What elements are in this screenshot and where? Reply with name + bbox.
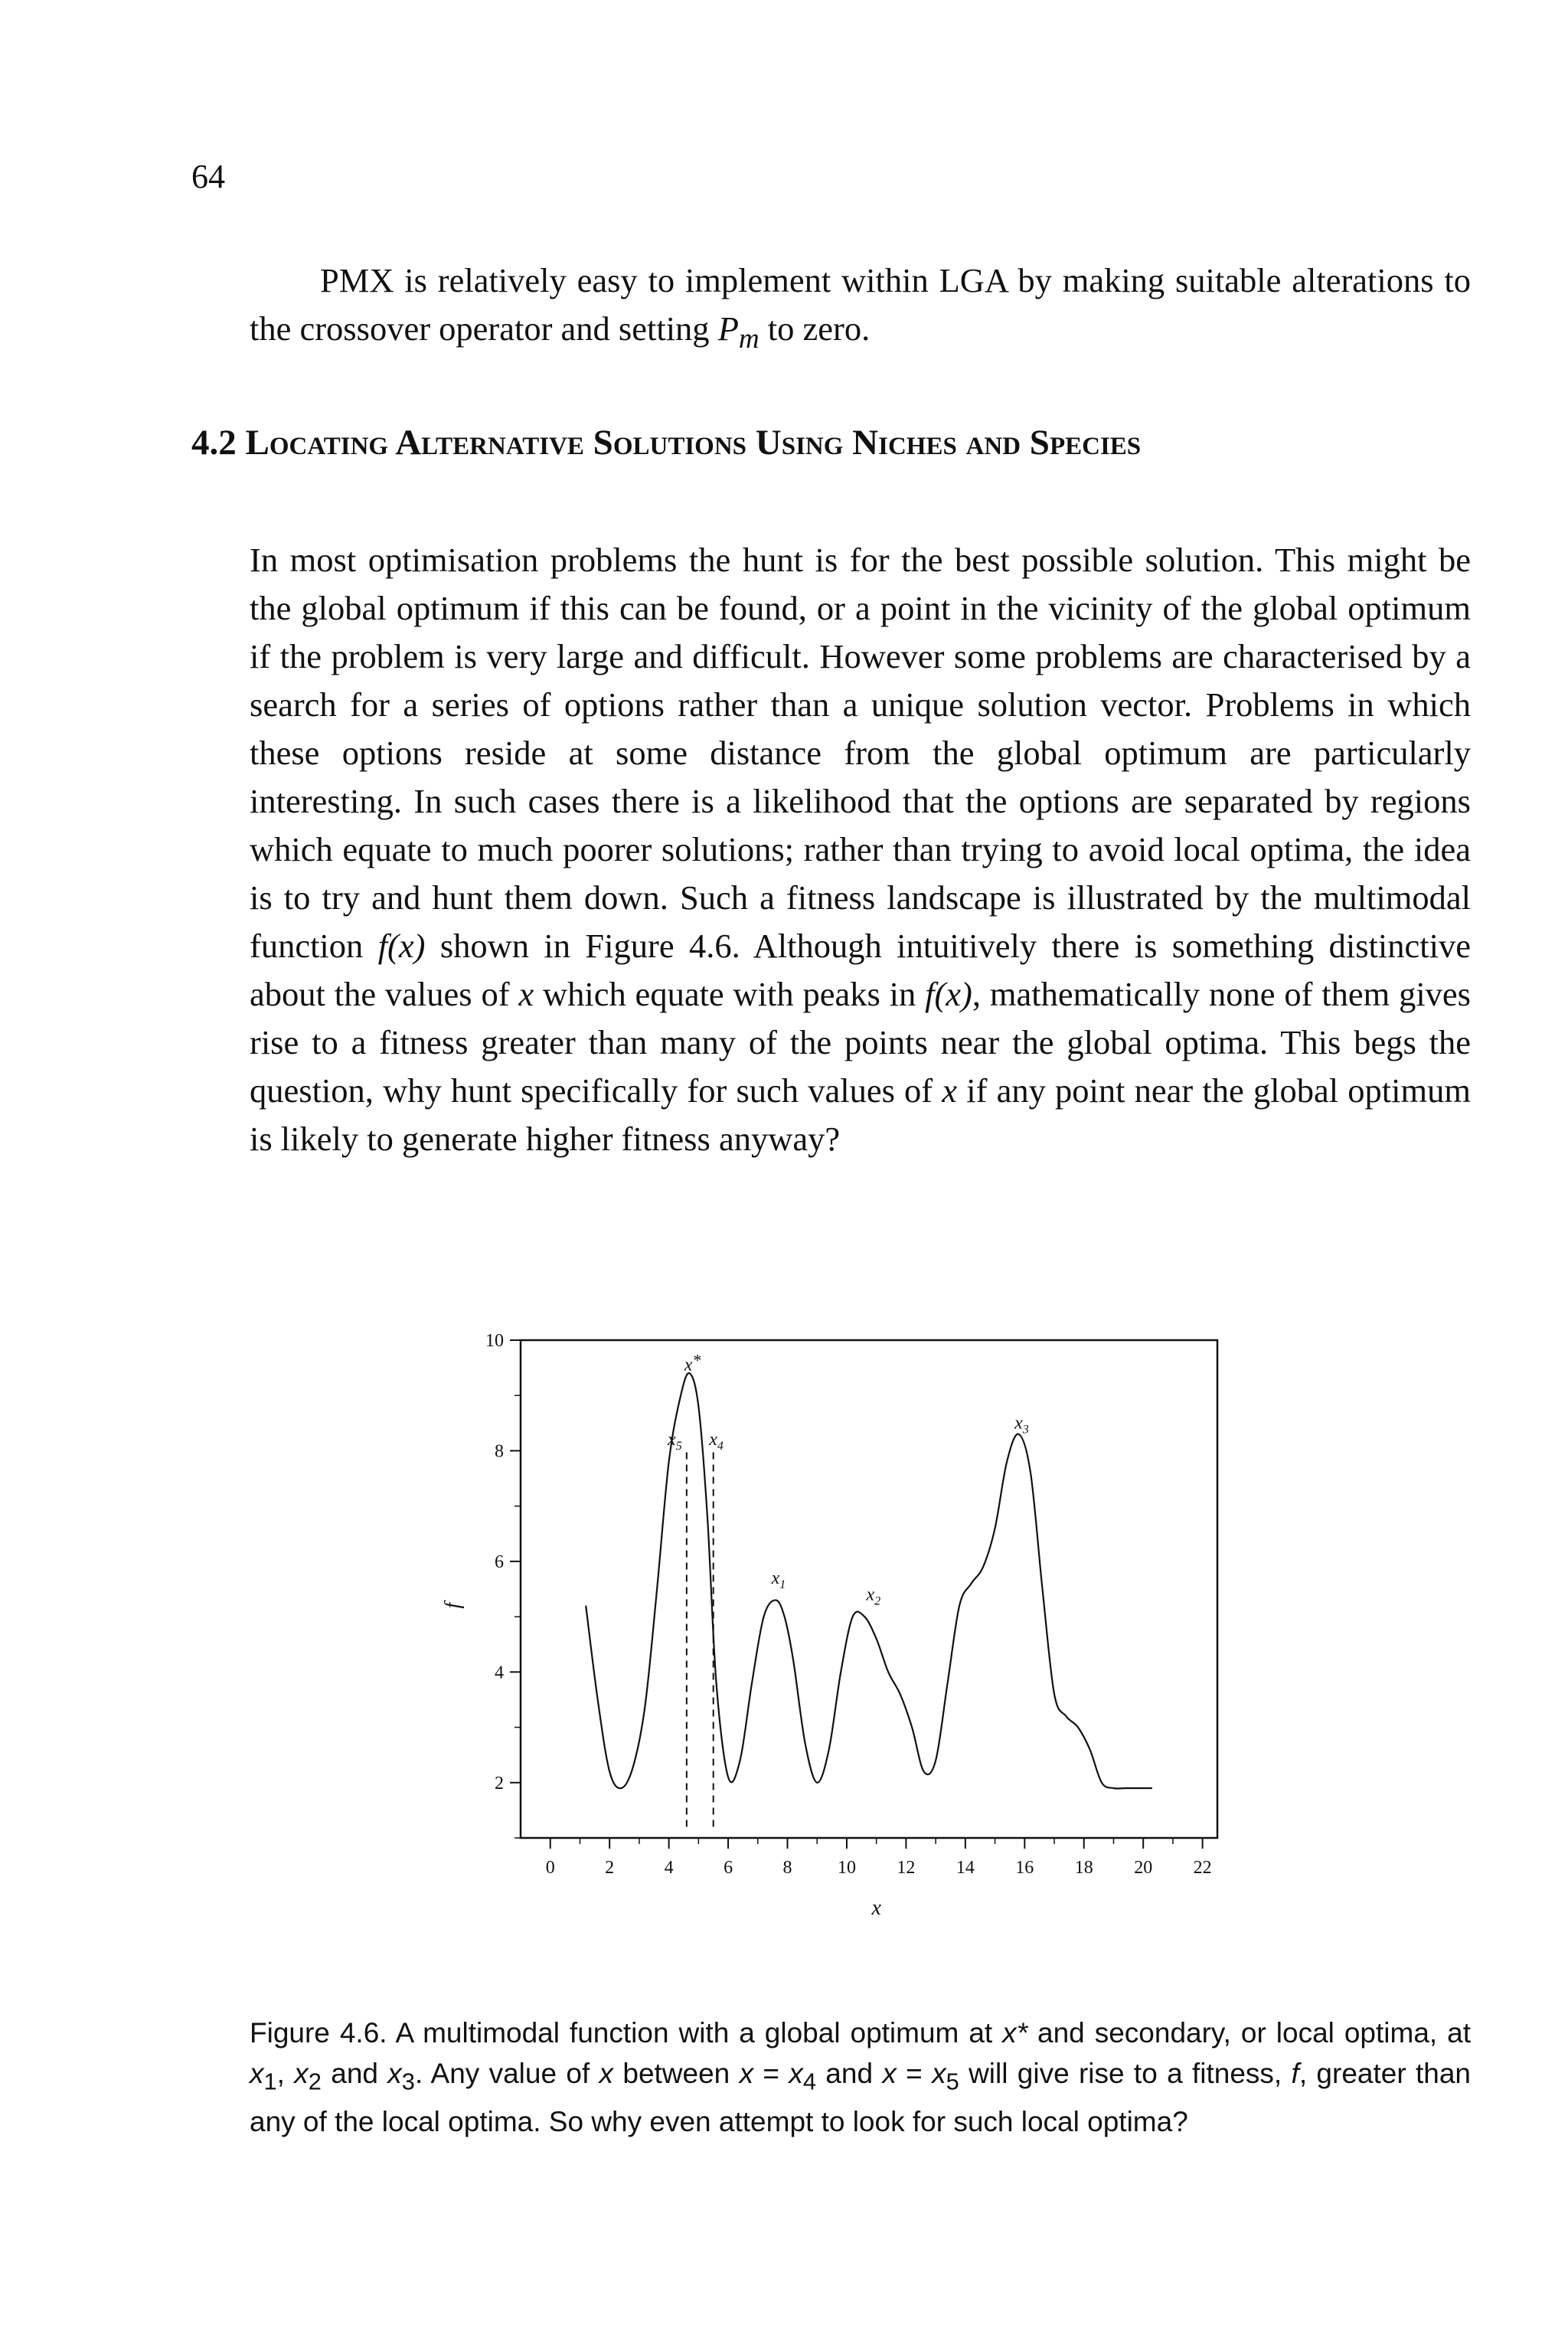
point-label: $x_4$ — [709, 1430, 724, 1453]
intro-text-1: PMX is relatively easy to implement within LGA by making suitable alterations to the crossover operator and setting — [250, 261, 1471, 348]
figure-caption: Figure 4.6. A multimodal function with a global optimum at x* and secondary, or local optima, at $x_1$, $x_2$ and $x_3$. Any value of x between $x = x_4$ and $x = x_5$ will give rise to a fitness, f, greater than any of the local optima. So why even attempt to look for such local optima? — [250, 2017, 1471, 2138]
point-label: $x_2$ — [866, 1584, 881, 1608]
pm-symbol: $P_m$ — [717, 309, 760, 355]
section-number: 4.2 — [191, 423, 237, 463]
point-label: x* — [684, 1350, 701, 1375]
x-tick-label: 10 — [837, 1858, 856, 1878]
x-tick-label: 20 — [1134, 1858, 1153, 1878]
x-tick-label: 8 — [782, 1858, 792, 1878]
figure-4-6 — [429, 1329, 1286, 1941]
multimodal-function-chart — [429, 1329, 1286, 1941]
point-label: $x_3$ — [1014, 1413, 1029, 1437]
x-symbol: x — [942, 1071, 958, 1110]
y-tick-label: 10 — [485, 1331, 504, 1351]
x-symbol: x — [518, 975, 534, 1013]
x-tick-label: 6 — [724, 1858, 733, 1878]
y-tick-label: 6 — [495, 1552, 504, 1572]
x-tick-label: 22 — [1193, 1858, 1212, 1878]
point-label: $x_5$ — [668, 1430, 682, 1453]
section-heading — [191, 417, 1485, 468]
intro-text-2: to zero. — [759, 309, 871, 348]
y-tick-label: 4 — [495, 1663, 504, 1683]
pm-subscript: m — [738, 322, 760, 355]
y-axis-label: f — [441, 1602, 465, 1609]
x-tick-label: 12 — [897, 1858, 916, 1878]
section-title: Locating Alternative Solutions Using Niches and Species — [245, 423, 1142, 463]
fx-symbol: f(x) — [925, 975, 972, 1013]
x-tick-label: 0 — [545, 1858, 555, 1878]
intro-paragraph — [250, 257, 1471, 363]
fx-symbol: f(x) — [377, 927, 426, 965]
x-tick-label: 18 — [1074, 1858, 1093, 1878]
point-label: $x_1$ — [771, 1568, 786, 1591]
x-axis-label: x — [871, 1896, 881, 1920]
x-tick-label: 14 — [956, 1858, 975, 1878]
x-tick-label: 16 — [1015, 1858, 1034, 1878]
y-tick-label: 2 — [495, 1773, 504, 1794]
y-tick-label: 8 — [495, 1441, 504, 1462]
page-number: 64 — [191, 158, 225, 195]
body-paragraph: In most optimisation problems the hunt is for the best possible solution. This might be the global optimum if this can be found, or a point in the vicinity of the global optimum if the problem is very large and difficult. However some problems are characterised by a search for a series of options rather than a unique solution vector. Problems in which these options reside at some distance from the global optimum are particularly interesting. In such cases there is a likelihood that the options are separated by regions which equate to much poorer solutions; rather than trying to avoid local optima, the idea is to try and hunt them down. Such a fitness landscape is illustrated by the multimodal function f(x) shown in Figure 4.6. Although intuitively there is something distinctive about the values of x which equate with peaks in f(x), mathematically none of them gives rise to a fitness greater than many of the points near the global optima. This begs the question, why hunt specifically for such values of x if any point near the global optimum is likely to generate higher fitness anyway? — [250, 541, 1471, 1158]
x-tick-label: 4 — [664, 1858, 674, 1878]
x-tick-label: 2 — [605, 1858, 615, 1878]
